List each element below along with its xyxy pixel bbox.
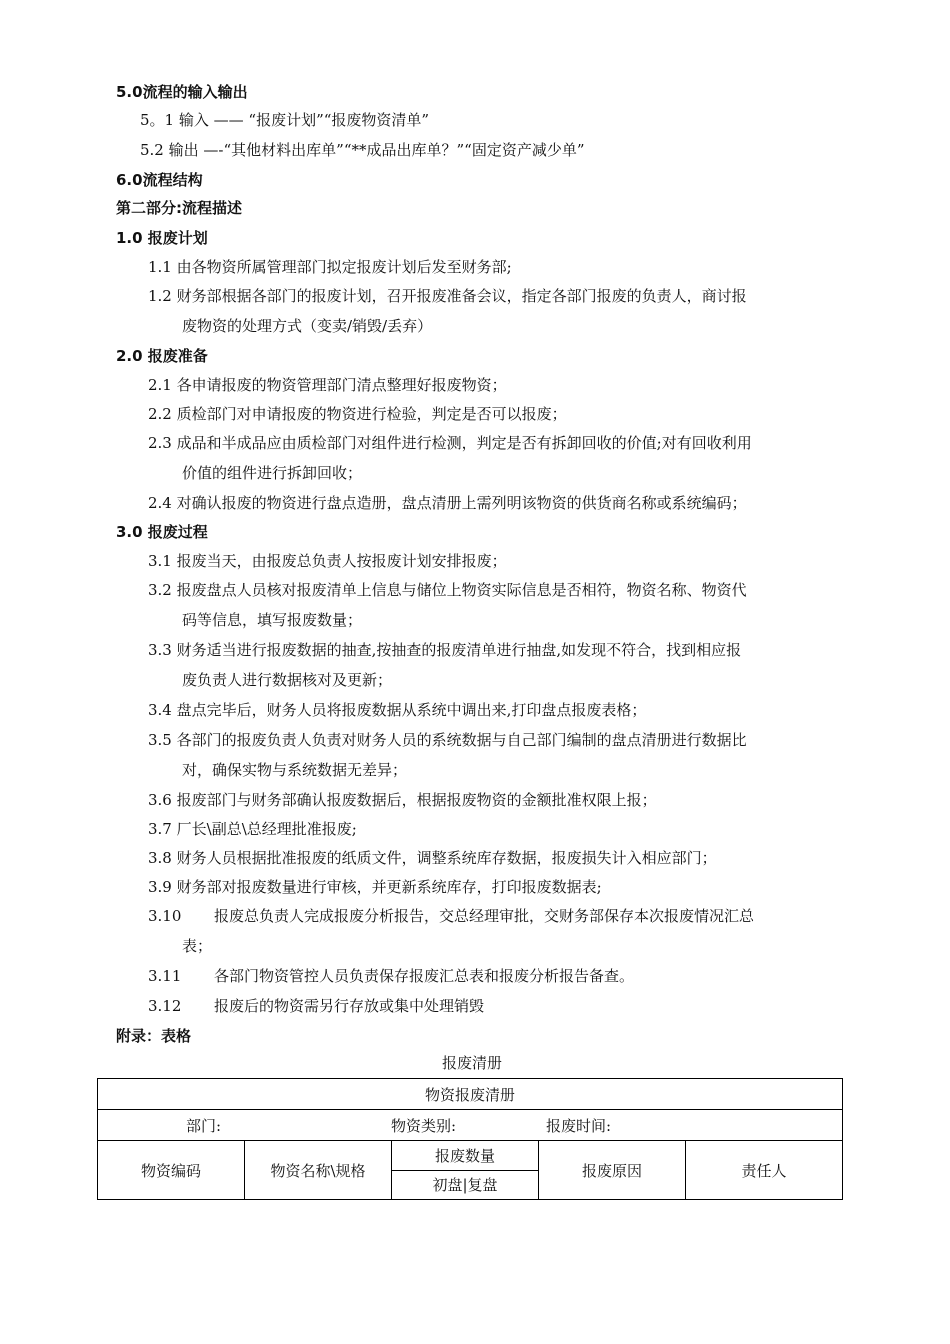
appendix-heading: 附录：表格 [116,1027,192,1045]
item-number: 3.7 [148,820,172,838]
item-number: 2.1 [148,376,172,394]
item-text: 报废盘点人员核对报废清单上信息与储位上物资实际信息是否相符，物资名称、物资代 [176,581,747,599]
item-text: 报废总负责人完成报废分析报告，交总经理审批，交财务部保存本次报废情况汇总 [214,907,755,925]
header-scrap-quantity [392,1141,539,1200]
item-number: 3.11 [148,967,182,985]
item-text: 财务部根据各部门的报废计划，召开报废准备会议，指定各部门报废的负责人，商讨报 [176,287,747,305]
item-3-10-cont: 表； [182,937,213,955]
section-3-heading: 3.0 报废过程 [116,523,208,541]
item-3-6 [148,790,657,810]
header-scrap-reason: 报废原因 [539,1141,686,1200]
item-number: 5.2 [140,141,164,159]
item-3-2-cont: 码等信息，填写报废数量； [182,611,363,629]
item-3-8 [148,848,717,868]
item-number: 2.3 [148,434,172,452]
item-2-1 [148,375,507,395]
item-number: 5。1 [140,111,175,129]
item-3-1 [148,551,507,571]
table-meta-row [98,1110,843,1141]
item-number: 1.2 [148,287,172,305]
item-3-11 [148,966,634,986]
item-2-3 [148,433,752,453]
item-number: 3.2 [148,581,172,599]
item-number: 3.1 [148,552,172,570]
scrap-quantity-sub-label: 初盘|复盘 [432,1175,498,1194]
item-3-9 [148,877,602,897]
item-number: 3.12 [148,997,182,1015]
scrap-time-label: 报废时间: [546,1116,612,1135]
item-text: 财务部对报废数量进行审核，并更新系统库存，打印报废数据表; [176,878,602,896]
section-6-heading: 6.0流程结构 [116,171,203,189]
table-title: 物资报废清册 [98,1079,843,1110]
item-3-5 [148,730,747,750]
item-text: 输入 —— “报废计划”“报废物资清单” [178,111,430,129]
item-number: 3.4 [148,701,172,719]
item-text: 报废部门与财务部确认报废数据后，根据报废物资的金额批准权限上报； [176,791,657,809]
item-text: 财务人员根据批准报废的纸质文件，调整系统库存数据，报废损失计入相应部门； [176,849,717,867]
item-text: 输出 —-“其他材料出库单”“**成品出库单？”“固定资产减少单” [168,141,585,159]
department-label: 部门: [185,1116,222,1135]
item-2-3-cont: 价值的组件进行拆卸回收； [182,464,363,482]
scrap-quantity-label: 报废数量 [392,1142,538,1171]
item-text: 对确认报废的物资进行盘点造册，盘点清册上需列明该物资的供货商名称或系统编码； [176,494,747,512]
item-number: 1.1 [148,258,172,276]
item-3-12 [148,996,484,1016]
section-5-1 [140,110,429,130]
item-number: 2.2 [148,405,172,423]
item-text: 各申请报废的物资管理部门清点整理好报废物资； [176,376,507,394]
item-number: 3.6 [148,791,172,809]
item-1-1 [148,257,512,277]
item-3-7 [148,819,357,839]
item-text: 报废当天，由报废总负责人按报废计划安排报废； [176,552,507,570]
item-text: 各部门物资管控人员负责保存报废汇总表和报废分析报告备查。 [214,967,635,985]
part-2-heading: 第二部分:流程描述 [116,199,242,217]
header-responsible-person: 责任人 [686,1141,843,1200]
item-2-4 [148,493,747,513]
item-text: 盘点完毕后，财务人员将报废数据从系统中调出来,打印盘点报废表格； [176,701,647,719]
item-number: 3.8 [148,849,172,867]
table-caption: 报废清册 [442,1054,503,1072]
item-3-10 [148,906,754,926]
section-1-heading: 1.0 报废计划 [116,229,208,247]
header-material-code: 物资编码 [98,1141,245,1200]
section-5-2 [140,140,585,160]
item-number: 2.4 [148,494,172,512]
item-number: 3.10 [148,907,182,925]
item-text: 成品和半成品应由质检部门对组件进行检测，判定是否有拆卸回收的价值;对有回收利用 [176,434,752,452]
item-3-4 [148,700,646,720]
item-text: 财务适当进行报废数据的抽查,按抽查的报废清单进行抽盘,如发现不符合，找到相应报 [176,641,742,659]
section-2-heading: 2.0 报废准备 [116,347,208,365]
section-5-heading: 5.0流程的输入输出 [116,83,248,101]
item-number: 3.9 [148,878,172,896]
item-text: 质检部门对申请报废的物资进行检验，判定是否可以报废； [176,405,567,423]
item-3-2 [148,580,747,600]
item-3-5-cont: 对，确保实物与系统数据无差异； [182,761,408,779]
item-text: 厂长\副总\总经理批准报废; [176,820,357,838]
item-3-3-cont: 废负责人进行数据核对及更新； [182,671,393,689]
item-text: 由各物资所属管理部门拟定报废计划后发至财务部; [176,258,512,276]
item-text: 各部门的报废负责人负责对财务人员的系统数据与自己部门编制的盘点清册进行数据比 [176,731,747,749]
category-label: 物资类别: [390,1116,457,1135]
header-material-name: 物资名称\规格 [245,1141,392,1200]
item-1-2-cont: 废物资的处理方式（变卖/销毁/丢弃） [182,317,433,335]
item-number: 3.3 [148,641,172,659]
item-number: 3.5 [148,731,172,749]
item-1-2 [148,286,747,306]
item-text: 报废后的物资需另行存放或集中处理销毁 [214,997,485,1015]
item-2-2 [148,404,567,424]
item-3-3 [148,640,741,660]
scrap-register-table [97,1078,843,1200]
